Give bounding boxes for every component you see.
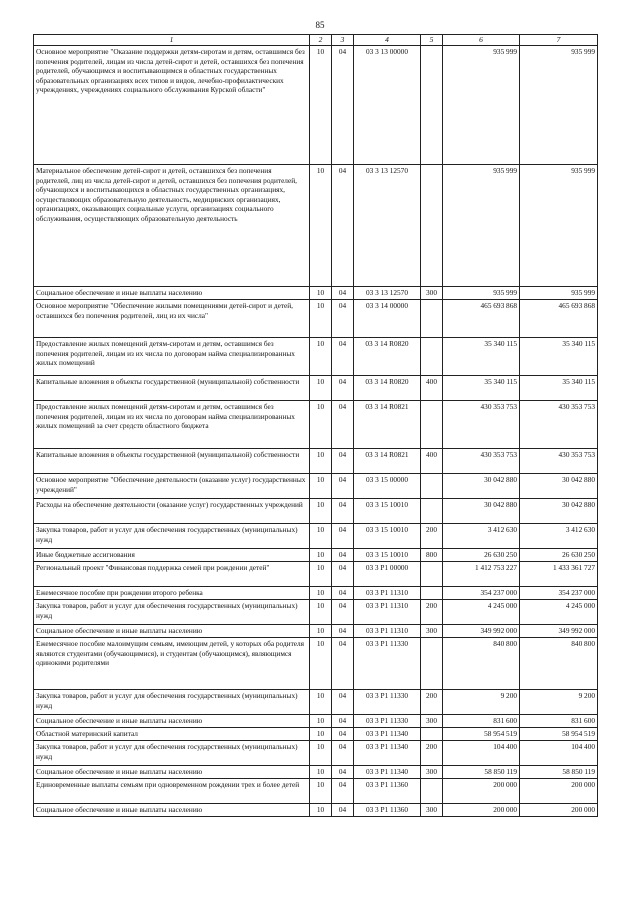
row-description: Основное мероприятие "Обеспечение деятельности (оказание услуг) государственных учреждений" — [34, 473, 310, 498]
target-article-code: 03 3 15 00000 — [354, 473, 421, 498]
table-row — [34, 727, 598, 740]
row-description: Ежемесячное пособие малоимущим семьям, имеющим детей, у которых оба родителя являются студентами (обучающимися), и студентам (обучающимся), являющимся одинокими родителями — [34, 637, 310, 689]
expense-type-code — [421, 778, 443, 803]
column-header: 7 — [520, 35, 598, 46]
amount-column-7: 104 400 — [520, 740, 598, 765]
table-row — [34, 637, 598, 689]
expense-type-code: 300 — [421, 765, 443, 778]
subsection-code: 04 — [332, 523, 354, 548]
column-header: 2 — [310, 35, 332, 46]
expense-type-code — [421, 164, 443, 286]
amount-column-6: 58 954 519 — [443, 727, 520, 740]
amount-column-6: 840 800 — [443, 637, 520, 689]
amount-column-7: 35 340 115 — [520, 375, 598, 400]
expense-type-code: 200 — [421, 599, 443, 624]
table-row — [34, 337, 598, 375]
table-row — [34, 778, 598, 803]
table-row — [34, 448, 598, 473]
expense-type-code — [421, 299, 443, 337]
section-code: 10 — [310, 714, 332, 727]
subsection-code: 04 — [332, 624, 354, 637]
amount-column-7: 935 999 — [520, 286, 598, 299]
section-code: 10 — [310, 448, 332, 473]
subsection-code: 04 — [332, 586, 354, 599]
section-code: 10 — [310, 689, 332, 714]
row-description: Закупка товаров, работ и услуг для обеспечения государственных (муниципальных) нужд — [34, 523, 310, 548]
section-code: 10 — [310, 765, 332, 778]
row-description: Социальное обеспечение и иные выплаты населению — [34, 286, 310, 299]
target-article-code: 03 3 P1 11360 — [354, 778, 421, 803]
amount-column-6: 30 042 880 — [443, 473, 520, 498]
subsection-code: 04 — [332, 286, 354, 299]
amount-column-7: 58 850 119 — [520, 765, 598, 778]
table-row — [34, 286, 598, 299]
amount-column-6: 200 000 — [443, 803, 520, 816]
subsection-code: 04 — [332, 45, 354, 164]
table-row — [34, 586, 598, 599]
table-row — [34, 561, 598, 586]
section-code: 10 — [310, 400, 332, 448]
subsection-code: 04 — [332, 714, 354, 727]
target-article-code: 03 3 P1 11330 — [354, 714, 421, 727]
amount-column-7: 200 000 — [520, 803, 598, 816]
expense-type-code — [421, 473, 443, 498]
row-description: Социальное обеспечение и иные выплаты населению — [34, 765, 310, 778]
row-description: Основное мероприятие "Оказание поддержки детям-сиротам и детям, оставшимся без попечения родителей, лицам из числа детей-сирот и детей, оставшихся без попечения родителей, обучающимся и воспитывающимся в областных государственных образовательных организациях всех типов и видов, лечебно-профилактических учреждениях, учреждениях социального обслуживания Курской области" — [34, 45, 310, 164]
amount-column-6: 58 850 119 — [443, 765, 520, 778]
column-header: 5 — [421, 35, 443, 46]
amount-column-7: 58 954 519 — [520, 727, 598, 740]
expense-type-code: 300 — [421, 624, 443, 637]
amount-column-6: 935 999 — [443, 164, 520, 286]
subsection-code: 04 — [332, 778, 354, 803]
target-article-code: 03 3 14 R0820 — [354, 337, 421, 375]
row-description: Единовременные выплаты семьям при одновременном рождении трех и более детей — [34, 778, 310, 803]
expense-type-code: 300 — [421, 803, 443, 816]
subsection-code: 04 — [332, 299, 354, 337]
amount-column-6: 1 412 753 227 — [443, 561, 520, 586]
amount-column-6: 104 400 — [443, 740, 520, 765]
row-description: Основное мероприятие "Обеспечение жилыми помещениями детей-сирот и детей, оставшихся без попечения родителей, лиц из их числа" — [34, 299, 310, 337]
amount-column-7: 26 630 250 — [520, 548, 598, 561]
table-row — [34, 375, 598, 400]
section-code: 10 — [310, 286, 332, 299]
section-code: 10 — [310, 548, 332, 561]
expense-type-code — [421, 586, 443, 599]
amount-column-6: 26 630 250 — [443, 548, 520, 561]
table-row — [34, 164, 598, 286]
expense-type-code — [421, 337, 443, 375]
row-description: Капитальные вложения в объекты государственной (муниципальной) собственности — [34, 375, 310, 400]
table-row — [34, 803, 598, 816]
column-header: 1 — [34, 35, 310, 46]
section-code: 10 — [310, 778, 332, 803]
row-description: Закупка товаров, работ и услуг для обеспечения государственных (муниципальных) нужд — [34, 689, 310, 714]
section-code: 10 — [310, 740, 332, 765]
row-description: Иные бюджетные ассигнования — [34, 548, 310, 561]
target-article-code: 03 3 P1 11360 — [354, 803, 421, 816]
row-description: Предоставление жилых помещений детям-сиротам и детям, оставшимся без попечения родителей, лицам из их числа по договорам найма специализированных жилых помещений за счет средств областного бюджета — [34, 400, 310, 448]
table-row — [34, 624, 598, 637]
row-description: Социальное обеспечение и иные выплаты населению — [34, 803, 310, 816]
subsection-code: 04 — [332, 689, 354, 714]
column-header: 4 — [354, 35, 421, 46]
section-code: 10 — [310, 164, 332, 286]
amount-column-6: 35 340 115 — [443, 337, 520, 375]
expense-type-code — [421, 400, 443, 448]
table-row — [34, 599, 598, 624]
page-number: 85 — [315, 20, 325, 30]
row-description: Социальное обеспечение и иные выплаты населению — [34, 624, 310, 637]
amount-column-6: 349 992 000 — [443, 624, 520, 637]
section-code: 10 — [310, 337, 332, 375]
section-code: 10 — [310, 624, 332, 637]
amount-column-6: 831 600 — [443, 714, 520, 727]
target-article-code: 03 3 13 12570 — [354, 286, 421, 299]
table-row — [34, 400, 598, 448]
subsection-code: 04 — [332, 727, 354, 740]
target-article-code: 03 3 P1 11340 — [354, 740, 421, 765]
table-row — [34, 473, 598, 498]
target-article-code: 03 3 P1 11310 — [354, 586, 421, 599]
subsection-code: 04 — [332, 561, 354, 586]
budget-table — [33, 34, 598, 817]
target-article-code: 03 3 13 00000 — [354, 45, 421, 164]
target-article-code: 03 3 P1 11310 — [354, 624, 421, 637]
subsection-code: 04 — [332, 164, 354, 286]
table-row — [34, 523, 598, 548]
amount-column-6: 430 353 753 — [443, 400, 520, 448]
amount-column-7: 1 433 361 727 — [520, 561, 598, 586]
expense-type-code — [421, 637, 443, 689]
section-code: 10 — [310, 599, 332, 624]
amount-column-6: 9 200 — [443, 689, 520, 714]
target-article-code: 03 3 14 00000 — [354, 299, 421, 337]
target-article-code: 03 3 14 R0821 — [354, 400, 421, 448]
target-article-code: 03 3 15 10010 — [354, 498, 421, 523]
row-description: Социальное обеспечение и иные выплаты населению — [34, 714, 310, 727]
row-description: Материальное обеспечение детей-сирот и детей, оставшихся без попечения родителей, лиц из числа детей-сирот и детей, оставшихся без попечения родителей, обучающихся и воспитывающихся в областных государственных организациях, осуществляющих образовательную деятельность, медицинских организациях, организациях, оказывающих социальные услуги, организациях социального обслуживания, осуществляющих образовательную деятельность — [34, 164, 310, 286]
amount-column-7: 840 800 — [520, 637, 598, 689]
amount-column-7: 354 237 000 — [520, 586, 598, 599]
section-code: 10 — [310, 375, 332, 400]
table-row — [34, 740, 598, 765]
expense-type-code — [421, 45, 443, 164]
amount-column-7: 935 999 — [520, 45, 598, 164]
expense-type-code: 300 — [421, 286, 443, 299]
amount-column-7: 4 245 000 — [520, 599, 598, 624]
column-header: 6 — [443, 35, 520, 46]
table-row — [34, 689, 598, 714]
expense-type-code: 400 — [421, 448, 443, 473]
amount-column-6: 30 042 880 — [443, 498, 520, 523]
subsection-code: 04 — [332, 498, 354, 523]
expense-type-code: 400 — [421, 375, 443, 400]
table-row — [34, 714, 598, 727]
section-code: 10 — [310, 803, 332, 816]
subsection-code: 04 — [332, 473, 354, 498]
target-article-code: 03 3 15 10010 — [354, 548, 421, 561]
expense-type-code: 200 — [421, 689, 443, 714]
row-description: Закупка товаров, работ и услуг для обеспечения государственных (муниципальных) нужд — [34, 599, 310, 624]
row-description: Закупка товаров, работ и услуг для обеспечения государственных (муниципальных) нужд — [34, 740, 310, 765]
amount-column-6: 354 237 000 — [443, 586, 520, 599]
amount-column-6: 935 999 — [443, 286, 520, 299]
amount-column-7: 935 999 — [520, 164, 598, 286]
amount-column-6: 430 353 753 — [443, 448, 520, 473]
table-row — [34, 45, 598, 164]
amount-column-6: 465 693 868 — [443, 299, 520, 337]
table-row — [34, 498, 598, 523]
expense-type-code — [421, 498, 443, 523]
row-description: Ежемесячное пособие при рождении второго ребенка — [34, 586, 310, 599]
amount-column-6: 935 999 — [443, 45, 520, 164]
section-code: 10 — [310, 473, 332, 498]
subsection-code: 04 — [332, 337, 354, 375]
table-row — [34, 299, 598, 337]
subsection-code: 04 — [332, 548, 354, 561]
amount-column-7: 200 000 — [520, 778, 598, 803]
target-article-code: 03 3 P1 00000 — [354, 561, 421, 586]
target-article-code: 03 3 P1 11310 — [354, 599, 421, 624]
amount-column-7: 35 340 115 — [520, 337, 598, 375]
row-description: Расходы на обеспечение деятельности (оказание услуг) государственных учреждений — [34, 498, 310, 523]
amount-column-7: 430 353 753 — [520, 448, 598, 473]
target-article-code: 03 3 15 10010 — [354, 523, 421, 548]
target-article-code: 03 3 P1 11340 — [354, 765, 421, 778]
target-article-code: 03 3 P1 11330 — [354, 689, 421, 714]
expense-type-code — [421, 727, 443, 740]
section-code: 10 — [310, 561, 332, 586]
section-code: 10 — [310, 727, 332, 740]
amount-column-6: 4 245 000 — [443, 599, 520, 624]
amount-column-7: 30 042 880 — [520, 473, 598, 498]
expense-type-code: 300 — [421, 714, 443, 727]
subsection-code: 04 — [332, 803, 354, 816]
expense-type-code: 200 — [421, 740, 443, 765]
row-description: Капитальные вложения в объекты государственной (муниципальной) собственности — [34, 448, 310, 473]
section-code: 10 — [310, 498, 332, 523]
subsection-code: 04 — [332, 400, 354, 448]
section-code: 10 — [310, 523, 332, 548]
target-article-code: 03 3 14 R0820 — [354, 375, 421, 400]
row-description: Региональный проект "Финансовая поддержка семей при рождении детей" — [34, 561, 310, 586]
amount-column-7: 831 600 — [520, 714, 598, 727]
amount-column-7: 3 412 630 — [520, 523, 598, 548]
table-row — [34, 548, 598, 561]
subsection-code: 04 — [332, 448, 354, 473]
table-row — [34, 765, 598, 778]
column-header: 3 — [332, 35, 354, 46]
target-article-code: 03 3 P1 11340 — [354, 727, 421, 740]
subsection-code: 04 — [332, 375, 354, 400]
header-row — [34, 35, 598, 46]
target-article-code: 03 3 14 R0821 — [354, 448, 421, 473]
expense-type-code — [421, 561, 443, 586]
target-article-code: 03 3 P1 11330 — [354, 637, 421, 689]
subsection-code: 04 — [332, 637, 354, 689]
amount-column-7: 465 693 868 — [520, 299, 598, 337]
subsection-code: 04 — [332, 740, 354, 765]
expense-type-code: 200 — [421, 523, 443, 548]
amount-column-7: 430 353 753 — [520, 400, 598, 448]
target-article-code: 03 3 13 12570 — [354, 164, 421, 286]
section-code: 10 — [310, 637, 332, 689]
subsection-code: 04 — [332, 599, 354, 624]
row-description: Областной материнский капитал — [34, 727, 310, 740]
amount-column-7: 9 200 — [520, 689, 598, 714]
amount-column-6: 3 412 630 — [443, 523, 520, 548]
section-code: 10 — [310, 586, 332, 599]
amount-column-7: 349 992 000 — [520, 624, 598, 637]
subsection-code: 04 — [332, 765, 354, 778]
row-description: Предоставление жилых помещений детям-сиротам и детям, оставшимся без попечения родителей, лицам из их числа по договорам найма специализированных жилых помещений — [34, 337, 310, 375]
section-code: 10 — [310, 45, 332, 164]
expense-type-code: 800 — [421, 548, 443, 561]
section-code: 10 — [310, 299, 332, 337]
amount-column-7: 30 042 880 — [520, 498, 598, 523]
amount-column-6: 200 000 — [443, 778, 520, 803]
amount-column-6: 35 340 115 — [443, 375, 520, 400]
